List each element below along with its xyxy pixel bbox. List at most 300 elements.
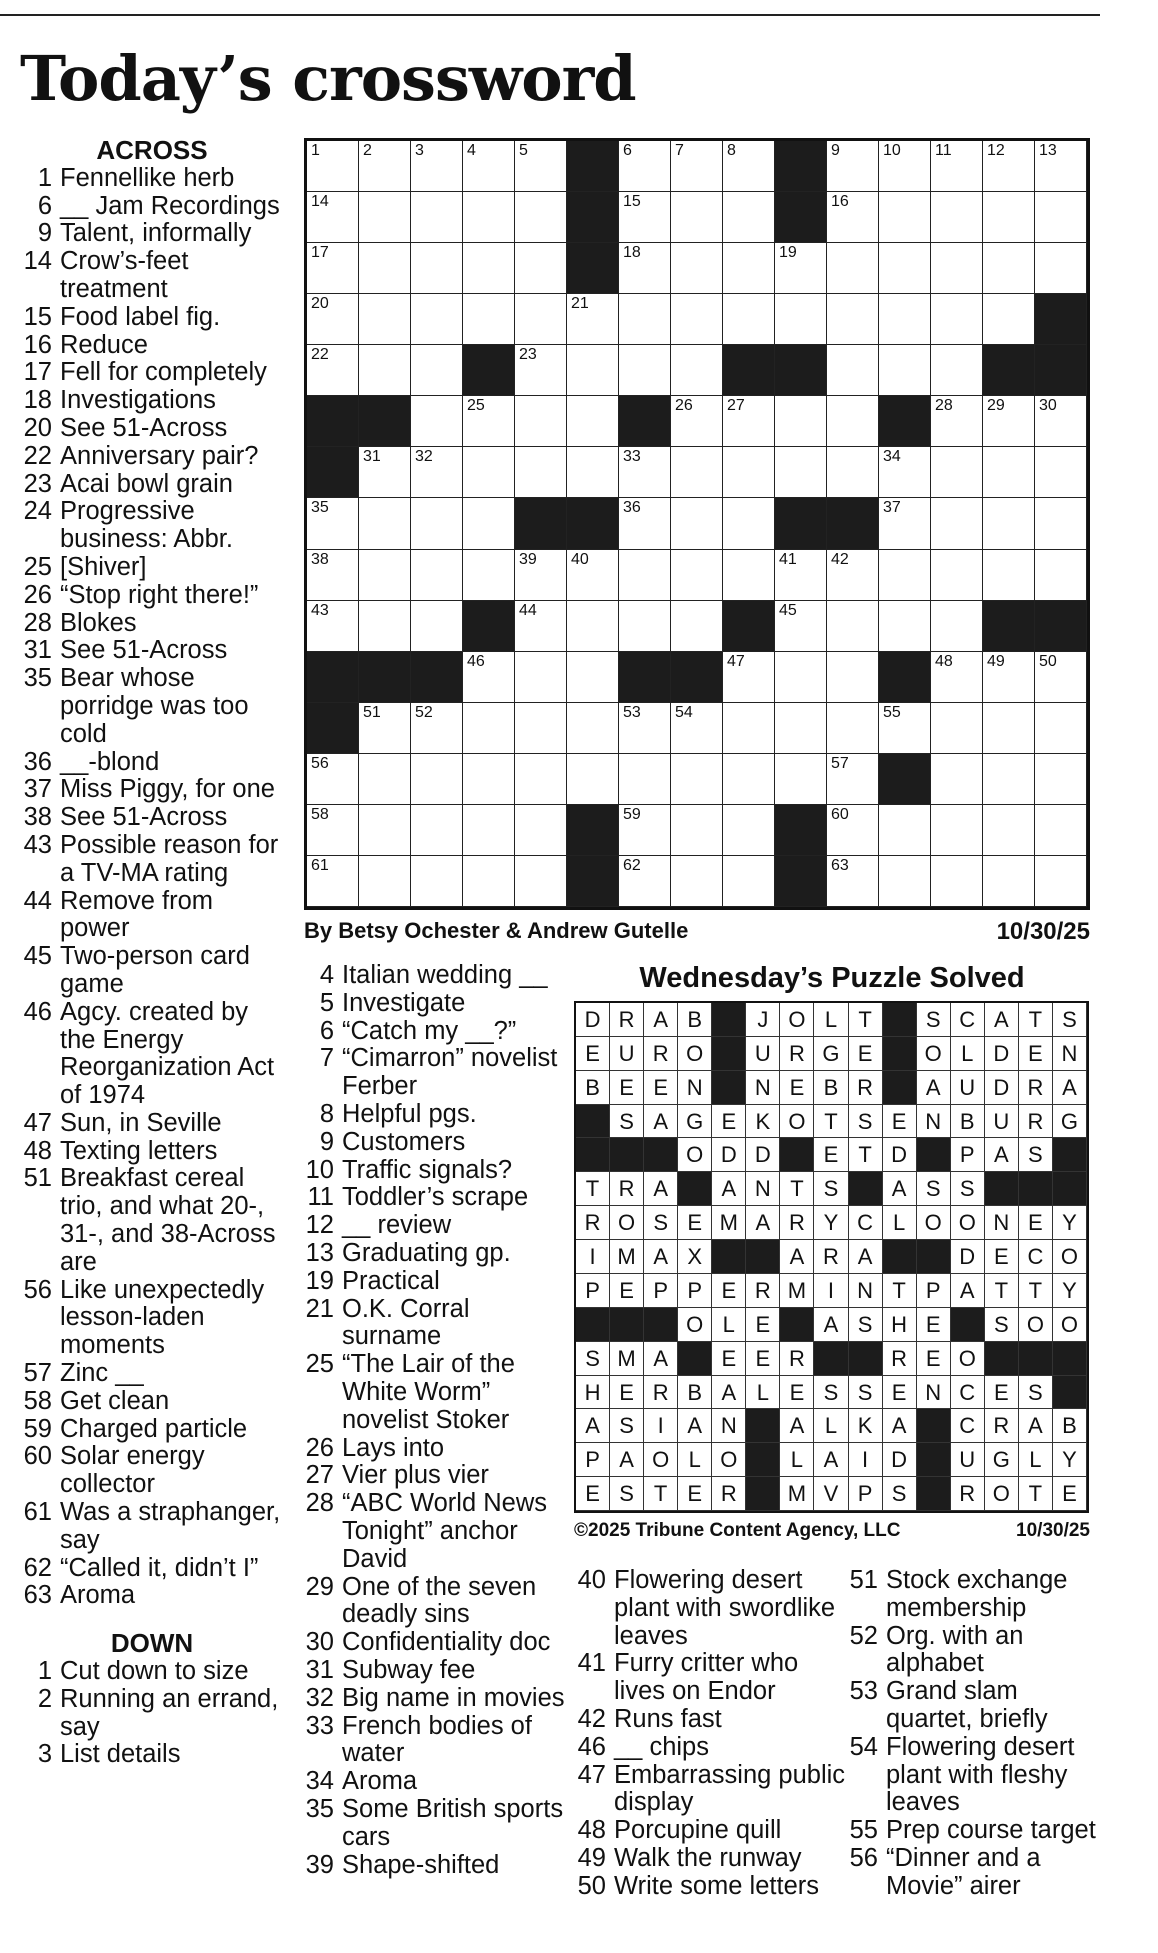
clue-item[interactable] [22, 387, 282, 415]
grid-cell[interactable] [775, 396, 827, 447]
grid-cell[interactable] [931, 447, 983, 498]
grid-cell[interactable] [619, 754, 671, 805]
grid-cell[interactable] [775, 652, 827, 703]
clue-item[interactable] [22, 1582, 282, 1610]
grid-cell[interactable] [463, 498, 515, 549]
grid-cell[interactable] [827, 856, 879, 907]
grid-cell[interactable] [775, 447, 827, 498]
grid-cell[interactable] [515, 652, 567, 703]
clue-item[interactable] [304, 1045, 566, 1101]
grid-cell[interactable] [931, 703, 983, 754]
grid-cell[interactable] [515, 243, 567, 294]
grid-cell[interactable] [411, 396, 463, 447]
clue-item[interactable] [576, 1734, 846, 1762]
grid-cell[interactable] [827, 652, 879, 703]
clue-item[interactable] [848, 1734, 1098, 1817]
grid-cell[interactable] [879, 856, 931, 907]
solution-cell: A [644, 1105, 678, 1139]
grid-cell[interactable] [931, 498, 983, 549]
grid-cell[interactable] [879, 192, 931, 243]
grid-cell[interactable] [1035, 805, 1087, 856]
grid-cell[interactable] [671, 601, 723, 652]
grid-cell[interactable] [619, 601, 671, 652]
grid-cell[interactable] [307, 498, 359, 549]
clue-item[interactable] [304, 1184, 566, 1212]
black-square [775, 805, 827, 856]
grid-cell[interactable] [567, 396, 619, 447]
grid-cell[interactable] [411, 805, 463, 856]
clue-item[interactable] [304, 1296, 566, 1352]
grid-cell[interactable] [307, 754, 359, 805]
grid-cell[interactable] [983, 396, 1035, 447]
clue-item[interactable] [22, 999, 282, 1110]
clue-item[interactable] [576, 1762, 846, 1818]
grid-cell[interactable] [515, 856, 567, 907]
clue-item[interactable] [304, 990, 566, 1018]
grid-cell[interactable] [411, 447, 463, 498]
grid-cell[interactable] [359, 294, 411, 345]
grid-cell[interactable] [879, 498, 931, 549]
clue-item[interactable] [848, 1623, 1098, 1679]
solution-cell: U [951, 1443, 985, 1477]
grid-cell[interactable] [515, 447, 567, 498]
grid-cell[interactable] [411, 345, 463, 396]
clue-item[interactable] [22, 1277, 282, 1360]
grid-cell[interactable] [567, 652, 619, 703]
grid-cell[interactable] [879, 141, 931, 192]
clue-item[interactable] [22, 554, 282, 582]
grid-cell[interactable] [359, 243, 411, 294]
grid-cell[interactable] [515, 141, 567, 192]
grid-cell[interactable] [723, 447, 775, 498]
clue-item[interactable] [22, 471, 282, 499]
solution-cell: T [576, 1172, 610, 1206]
grid-cell[interactable] [723, 243, 775, 294]
grid-cell[interactable] [1035, 498, 1087, 549]
grid-cell[interactable] [1035, 141, 1087, 192]
grid-cell[interactable] [723, 498, 775, 549]
grid-cell[interactable] [983, 754, 1035, 805]
grid-cell[interactable] [307, 601, 359, 652]
grid-cell[interactable] [723, 192, 775, 243]
clue-number: 48 [577, 1816, 606, 1845]
grid-cell[interactable] [463, 447, 515, 498]
solution-cell: M [610, 1342, 644, 1376]
grid-cell[interactable] [359, 601, 411, 652]
grid-cell[interactable] [567, 754, 619, 805]
solution-cell: O [1019, 1308, 1053, 1342]
grid-cell[interactable] [723, 805, 775, 856]
grid-cell[interactable] [827, 805, 879, 856]
clue-item[interactable] [22, 1443, 282, 1499]
grid-cell[interactable] [463, 192, 515, 243]
clue-item[interactable] [22, 1360, 282, 1388]
grid-cell[interactable] [723, 141, 775, 192]
clue-item[interactable] [304, 1796, 566, 1852]
clue-item[interactable] [22, 304, 282, 332]
grid-cell[interactable] [671, 498, 723, 549]
grid-cell[interactable] [827, 550, 879, 601]
clue-item[interactable] [304, 1240, 566, 1268]
clue-item[interactable] [22, 582, 282, 610]
grid-cell[interactable] [567, 601, 619, 652]
grid-cell[interactable] [931, 396, 983, 447]
grid-cell[interactable] [983, 498, 1035, 549]
grid-cell[interactable] [1035, 703, 1087, 754]
grid-cell[interactable] [931, 294, 983, 345]
grid-cell[interactable] [671, 294, 723, 345]
grid-cell[interactable] [619, 856, 671, 907]
grid-cell[interactable] [619, 141, 671, 192]
cell-number: 37 [883, 499, 901, 517]
solution-cell: R [780, 1342, 814, 1376]
grid-cell[interactable] [827, 243, 879, 294]
solution-black-square [985, 1342, 1019, 1376]
clue-item[interactable] [22, 776, 282, 804]
grid-cell[interactable] [307, 856, 359, 907]
clue-item[interactable] [304, 962, 566, 990]
clue-item[interactable] [576, 1706, 846, 1734]
clue-item[interactable] [848, 1567, 1098, 1623]
grid-cell[interactable] [619, 447, 671, 498]
grid-cell[interactable] [827, 192, 879, 243]
grid-cell[interactable] [1035, 856, 1087, 907]
cell-number: 19 [779, 244, 797, 262]
grid-cell[interactable] [515, 192, 567, 243]
cell-number: 7 [675, 142, 684, 159]
grid-cell[interactable] [1035, 550, 1087, 601]
grid-cell[interactable] [307, 805, 359, 856]
grid-cell[interactable] [879, 345, 931, 396]
clue-item[interactable] [22, 943, 282, 999]
grid-cell[interactable] [463, 550, 515, 601]
clue-item[interactable] [848, 1817, 1098, 1845]
grid-cell[interactable] [827, 601, 879, 652]
grid-cell[interactable] [931, 754, 983, 805]
grid-cell[interactable] [827, 294, 879, 345]
crossword-grid[interactable] [304, 138, 1090, 910]
grid-cell[interactable] [879, 550, 931, 601]
grid-cell[interactable] [931, 550, 983, 601]
grid-cell[interactable] [359, 192, 411, 243]
grid-cell[interactable] [775, 754, 827, 805]
clue-item[interactable] [22, 248, 282, 304]
clue-item[interactable] [22, 415, 282, 443]
grid-cell[interactable] [359, 805, 411, 856]
grid-cell[interactable] [983, 805, 1035, 856]
clue-item[interactable] [848, 1845, 1098, 1901]
grid-cell[interactable] [1035, 243, 1087, 294]
clue-item[interactable] [22, 804, 282, 832]
grid-cell[interactable] [879, 805, 931, 856]
grid-cell[interactable] [307, 550, 359, 601]
grid-cell[interactable] [359, 754, 411, 805]
clue-item[interactable] [576, 1873, 846, 1901]
solution-cell: K [849, 1409, 883, 1443]
clue-item[interactable] [304, 1852, 566, 1880]
grid-cell[interactable] [983, 294, 1035, 345]
grid-cell[interactable] [671, 396, 723, 447]
grid-cell[interactable] [463, 396, 515, 447]
grid-cell[interactable] [359, 345, 411, 396]
grid-cell[interactable] [567, 447, 619, 498]
clue-item[interactable] [576, 1567, 846, 1650]
grid-cell[interactable] [723, 856, 775, 907]
clue-item[interactable] [848, 1678, 1098, 1734]
clue-text: Fennellike herb [60, 163, 235, 192]
grid-cell[interactable] [411, 243, 463, 294]
solution-cell: N [917, 1376, 951, 1410]
clue-item[interactable] [22, 1138, 282, 1166]
clue-item[interactable] [304, 1490, 566, 1573]
clue-item[interactable] [22, 443, 282, 471]
solution-cell: N [985, 1206, 1019, 1240]
copyright: ©2025 Tribune Content Agency, LLC [574, 1520, 901, 1541]
clue-item[interactable] [304, 1713, 566, 1769]
clue-item[interactable] [22, 610, 282, 638]
grid-cell[interactable] [463, 652, 515, 703]
clue-item[interactable] [22, 1388, 282, 1416]
clue-item[interactable] [22, 1741, 282, 1769]
grid-cell[interactable] [619, 243, 671, 294]
grid-cell[interactable] [619, 345, 671, 396]
clue-item[interactable] [22, 359, 282, 387]
grid-cell[interactable] [1035, 447, 1087, 498]
grid-cell[interactable] [515, 294, 567, 345]
clue-item[interactable] [22, 498, 282, 554]
grid-cell[interactable] [515, 550, 567, 601]
clue-text: Solar energy collector [60, 1442, 205, 1499]
grid-cell[interactable] [827, 447, 879, 498]
grid-cell[interactable] [723, 396, 775, 447]
grid-cell[interactable] [411, 192, 463, 243]
grid-cell[interactable] [879, 294, 931, 345]
clue-item[interactable] [304, 1574, 566, 1630]
grid-cell[interactable] [619, 703, 671, 754]
grid-cell[interactable] [411, 294, 463, 345]
grid-cell[interactable] [567, 345, 619, 396]
grid-cell[interactable] [619, 294, 671, 345]
grid-cell[interactable] [931, 345, 983, 396]
grid-cell[interactable] [307, 141, 359, 192]
solution-grid [574, 1001, 1089, 1513]
grid-cell[interactable] [619, 192, 671, 243]
grid-cell[interactable] [567, 550, 619, 601]
cell-number: 45 [779, 601, 797, 619]
clue-item[interactable] [304, 1629, 566, 1657]
grid-cell[interactable] [1035, 652, 1087, 703]
grid-cell[interactable] [983, 447, 1035, 498]
clue-item[interactable] [304, 1351, 566, 1434]
grid-cell[interactable] [775, 703, 827, 754]
grid-cell[interactable] [463, 754, 515, 805]
grid-cell[interactable] [983, 141, 1035, 192]
clue-item[interactable] [304, 1129, 566, 1157]
grid-cell[interactable] [671, 550, 723, 601]
clue-item[interactable] [304, 1435, 566, 1463]
grid-cell[interactable] [307, 345, 359, 396]
grid-cell[interactable] [463, 243, 515, 294]
solution-cell: M [712, 1206, 746, 1240]
grid-cell[interactable] [411, 550, 463, 601]
grid-cell[interactable] [515, 396, 567, 447]
grid-cell[interactable] [879, 447, 931, 498]
grid-cell[interactable] [931, 856, 983, 907]
grid-cell[interactable] [359, 550, 411, 601]
grid-cell[interactable] [515, 601, 567, 652]
grid-cell[interactable] [411, 498, 463, 549]
clue-item[interactable] [304, 1768, 566, 1796]
clue-item[interactable] [576, 1650, 846, 1706]
grid-cell[interactable] [359, 447, 411, 498]
grid-cell[interactable] [931, 652, 983, 703]
grid-cell[interactable] [827, 141, 879, 192]
grid-cell[interactable] [515, 345, 567, 396]
grid-cell[interactable] [411, 601, 463, 652]
grid-cell[interactable] [619, 550, 671, 601]
grid-cell[interactable] [515, 754, 567, 805]
grid-cell[interactable] [515, 805, 567, 856]
clue-item[interactable] [22, 637, 282, 665]
grid-cell[interactable] [307, 192, 359, 243]
grid-cell[interactable] [775, 294, 827, 345]
solution-cell: S [849, 1308, 883, 1342]
grid-cell[interactable] [671, 192, 723, 243]
grid-cell[interactable] [619, 805, 671, 856]
clue-item[interactable] [576, 1817, 846, 1845]
clue-item[interactable] [576, 1845, 846, 1873]
grid-cell[interactable] [567, 703, 619, 754]
grid-cell[interactable] [983, 243, 1035, 294]
grid-cell[interactable] [671, 703, 723, 754]
clue-text: Possible reason for a TV-MA rating [60, 830, 279, 887]
clue-item[interactable] [304, 1685, 566, 1713]
grid-cell[interactable] [723, 294, 775, 345]
clue-item[interactable] [22, 1110, 282, 1138]
clue-item[interactable] [304, 1101, 566, 1129]
grid-cell[interactable] [671, 345, 723, 396]
grid-cell[interactable] [463, 294, 515, 345]
grid-cell[interactable] [619, 498, 671, 549]
clue-item[interactable] [304, 1018, 566, 1046]
grid-cell[interactable] [1035, 754, 1087, 805]
grid-cell[interactable] [879, 243, 931, 294]
grid-cell[interactable] [827, 703, 879, 754]
grid-cell[interactable] [827, 345, 879, 396]
clue-item[interactable] [22, 749, 282, 777]
clue-item[interactable] [304, 1462, 566, 1490]
grid-cell[interactable] [515, 703, 567, 754]
grid-cell[interactable] [775, 243, 827, 294]
grid-cell[interactable] [723, 652, 775, 703]
clue-item[interactable] [22, 1555, 282, 1583]
grid-cell[interactable] [1035, 192, 1087, 243]
clue-item[interactable] [22, 1658, 282, 1686]
grid-cell[interactable] [931, 141, 983, 192]
grid-cell[interactable] [983, 856, 1035, 907]
grid-cell[interactable] [983, 652, 1035, 703]
grid-cell[interactable] [463, 856, 515, 907]
grid-cell[interactable] [775, 550, 827, 601]
clue-item[interactable] [22, 1686, 282, 1742]
cell-number: 52 [415, 703, 433, 721]
grid-cell[interactable] [879, 601, 931, 652]
clue-item[interactable] [22, 193, 282, 221]
grid-cell[interactable] [463, 141, 515, 192]
grid-cell[interactable] [463, 805, 515, 856]
clue-item[interactable] [22, 1416, 282, 1444]
grid-cell[interactable] [671, 805, 723, 856]
clue-item[interactable] [22, 832, 282, 888]
clue-item[interactable] [304, 1212, 566, 1240]
clue-item[interactable] [304, 1268, 566, 1296]
grid-cell[interactable] [827, 396, 879, 447]
grid-cell[interactable] [359, 498, 411, 549]
clue-item[interactable] [22, 220, 282, 248]
clue-item[interactable] [304, 1157, 566, 1185]
clue-item[interactable] [304, 1657, 566, 1685]
grid-cell[interactable] [359, 856, 411, 907]
grid-cell[interactable] [775, 601, 827, 652]
grid-cell[interactable] [463, 703, 515, 754]
grid-cell[interactable] [671, 754, 723, 805]
clue-item[interactable] [22, 888, 282, 944]
grid-cell[interactable] [671, 243, 723, 294]
clue-text: Traffic signals? [342, 1155, 513, 1184]
grid-cell[interactable] [411, 141, 463, 192]
grid-cell[interactable] [1035, 396, 1087, 447]
solution-cell: D [883, 1443, 917, 1477]
solution-cell: N [746, 1172, 780, 1206]
grid-cell[interactable] [671, 447, 723, 498]
grid-cell[interactable] [931, 243, 983, 294]
grid-cell[interactable] [723, 703, 775, 754]
grid-cell[interactable] [983, 550, 1035, 601]
grid-cell[interactable] [931, 601, 983, 652]
clue-item[interactable] [22, 332, 282, 360]
clue-number: 34 [305, 1767, 334, 1796]
grid-cell[interactable] [359, 141, 411, 192]
grid-cell[interactable] [671, 141, 723, 192]
grid-cell[interactable] [723, 754, 775, 805]
grid-cell[interactable] [879, 703, 931, 754]
grid-cell[interactable] [931, 192, 983, 243]
clue-item[interactable] [22, 1165, 282, 1276]
grid-cell[interactable] [307, 294, 359, 345]
grid-cell[interactable] [411, 856, 463, 907]
grid-cell[interactable] [671, 856, 723, 907]
solution-black-square [746, 1477, 780, 1511]
grid-cell[interactable] [723, 550, 775, 601]
grid-cell[interactable] [983, 703, 1035, 754]
grid-cell[interactable] [931, 805, 983, 856]
grid-cell[interactable] [983, 192, 1035, 243]
grid-cell[interactable] [359, 703, 411, 754]
solution-cell: R [1019, 1071, 1053, 1105]
solution-black-square [746, 1240, 780, 1274]
grid-cell[interactable] [411, 703, 463, 754]
clue-item[interactable] [22, 665, 282, 748]
grid-cell[interactable] [411, 754, 463, 805]
clue-item[interactable] [22, 1499, 282, 1555]
grid-cell[interactable] [567, 294, 619, 345]
grid-cell[interactable] [307, 243, 359, 294]
solution-cell: T [1019, 1477, 1053, 1511]
solution-black-square [883, 1071, 917, 1105]
solution-cell: O [951, 1206, 985, 1240]
clue-item[interactable] [22, 165, 282, 193]
grid-cell[interactable] [827, 754, 879, 805]
